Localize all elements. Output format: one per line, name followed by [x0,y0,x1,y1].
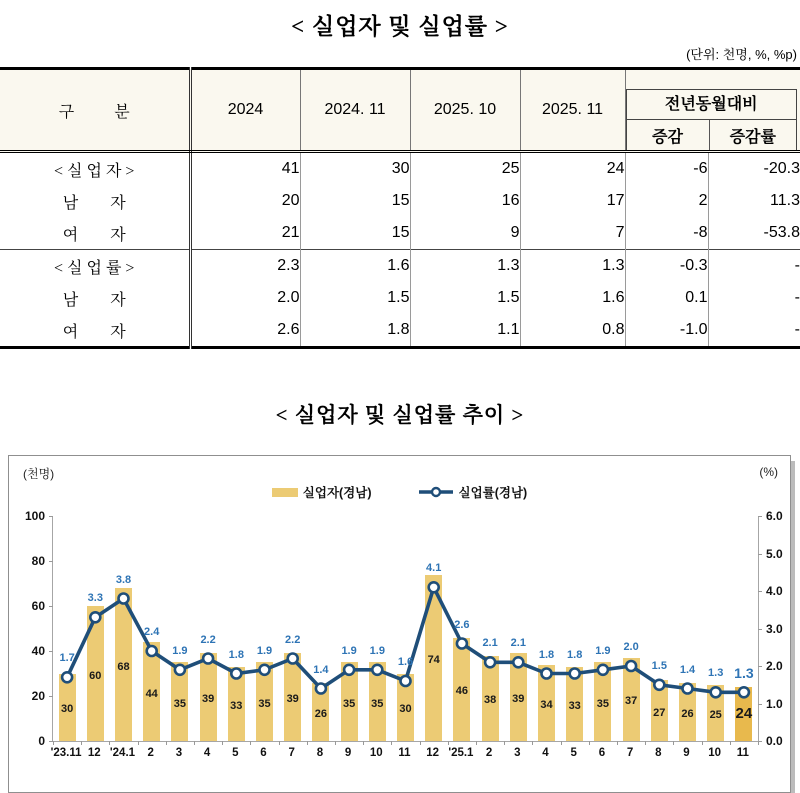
x-axis-tick [81,741,82,745]
left-axis-unit: (천명) [23,467,55,481]
yoy-group-label: 전년동월대비 [627,90,797,120]
col-header-gubun: 구 분 [0,69,190,152]
table-row [0,314,800,348]
value-cell: 41 [281,160,300,177]
row-label: 여 자 [0,217,190,250]
x-axis-tick [138,741,139,745]
value-cell: -20.3 [708,152,800,186]
bar-value-label: 74 [427,653,440,666]
x-axis-label: 6 [598,747,606,759]
bar-value-label: 33 [230,699,243,712]
x-axis-label: '23.11 [50,747,82,759]
x-axis-tick [730,741,731,745]
value-cell: 15 [300,217,410,250]
summary-table [0,67,800,349]
x-axis-label: 3 [175,747,183,759]
x-axis-label: 12 [426,747,440,759]
table-row [0,282,800,314]
left-tick-mark [49,606,53,607]
legend-label-unemployed: 실업자(경남) [302,486,372,500]
bar-value-label: 25 [709,708,722,721]
rate-value-label: 1.7 [59,652,75,665]
x-axis-label: 8 [316,747,324,759]
x-axis-label: 12 [87,747,101,759]
table-row [0,152,800,186]
left-tick-label: 60 [31,599,45,613]
right-tick-mark [758,666,762,667]
value-cell: 9 [410,217,520,250]
value-cell: 0.1 [625,282,708,314]
x-axis-label: 7 [626,747,634,759]
right-tick-mark [758,516,762,517]
x-axis-labels [52,747,757,763]
rate-value-label: 2.4 [144,626,160,638]
rate-value-label: 1.3 [708,667,724,680]
bar-value-label: 39 [201,693,215,706]
bar-value-label: 39 [512,693,525,706]
header-row [0,69,800,152]
yoy-subheader [627,120,797,150]
x-axis-tick [476,741,477,745]
bar-value-label: 33 [568,699,581,712]
right-tick-label: 6.0 [766,509,783,523]
right-tick-mark [758,741,762,742]
x-axis-tick [420,741,421,745]
rate-value-label: 1.8 [228,648,244,661]
col-header-change-rate: 증감률 [709,120,797,150]
bar-value-label: 38 [483,694,497,707]
bar-value-label: 60 [89,669,102,682]
bar-value-label: 35 [342,697,356,710]
legend-item-rate [418,483,528,501]
value-cell: 1.5 [300,282,410,314]
rate-value-label: 1.5 [651,659,667,672]
right-axis-unit: (%) [759,465,778,479]
value-cell: 25 [410,152,520,186]
left-tick-mark [49,696,53,697]
x-axis-tick [702,741,703,745]
x-axis-tick [109,741,110,745]
bar-value-label: 35 [258,697,271,710]
value-cell: 24 [520,152,625,186]
rate-value-label: 2.1 [482,637,498,650]
x-axis-label: 2 [147,747,154,759]
table-body [0,152,800,348]
rate-value-label: 1.3 [734,665,754,682]
bar-value-label: 26 [314,707,328,720]
value-cell: -8 [625,217,708,250]
left-tick-label: 40 [31,644,45,658]
left-tick-mark [49,741,53,742]
value-cell: 15 [300,185,410,217]
x-axis-label: 4 [203,747,211,759]
bar-value-label: 46 [455,685,469,698]
x-axis-tick [561,741,562,745]
value-cell: 2 [625,185,708,217]
x-axis-label: '25.1 [448,747,474,759]
col-header-2024: 2024 [190,69,300,152]
rate-value-label: 1.6 [397,656,414,668]
value-cell: 7 [520,217,625,250]
rate-value-label: 1.9 [595,644,611,657]
col-header-change: 증감 [652,128,683,146]
chart-legend [9,483,790,501]
x-axis-label: 3 [514,747,521,759]
value-cell: - [708,250,800,283]
right-tick-label: 5.0 [766,546,783,561]
right-tick-mark [758,704,762,705]
table-row [0,185,800,217]
unit-note: (단위: 천명, %, %p) [686,47,797,62]
x-axis-tick [53,741,54,745]
x-axis-label: 10 [708,747,722,759]
value-cell: 1.1 [410,314,520,348]
left-tick-label: 20 [31,689,45,703]
value-cell: -1.0 [625,314,708,348]
x-axis-label: 9 [683,747,690,759]
x-axis-label: 5 [232,747,239,759]
table-row [0,217,800,250]
rate-value-label: 2.1 [510,637,526,650]
x-axis-tick [194,741,195,745]
rate-value-label: 2.2 [200,633,216,646]
value-cell: 0.8 [520,314,625,348]
x-axis-tick [391,741,392,745]
value-cell: 1.5 [410,282,520,314]
x-axis-label: 8 [655,747,662,759]
right-tick-mark [758,629,762,630]
value-cell: 20 [281,192,300,209]
rate-value-label: 2.6 [454,618,470,631]
x-axis-tick [307,741,308,745]
value-cell: - [708,282,800,314]
bar-value-label: 26 [681,707,694,720]
value-cell: 21 [281,224,300,241]
row-label: 남 자 [0,185,190,217]
x-axis-tick [504,741,505,745]
row-label: 남 자 [0,282,190,314]
right-tick-label: 3.0 [766,621,783,636]
bar-value-label: 34 [540,698,553,711]
value-cell: 30 [300,152,410,186]
x-axis-tick [589,741,590,745]
value-cell: 2.3 [190,250,300,283]
value-cell: 11.3 [708,185,800,217]
row-label: 여 자 [0,314,190,348]
value-cell: 1.6 [300,250,410,283]
x-axis-label: 5 [570,747,577,759]
x-axis-tick [617,741,618,745]
x-axis-label: 2 [485,747,493,759]
bar-series-swatch-icon [272,488,298,497]
line-series-swatch-icon [418,486,454,498]
rate-value-label: 4.1 [426,562,442,575]
rate-value-label: 2.2 [285,633,301,646]
bar-value-label: 35 [173,697,187,710]
left-tick-label: 100 [24,509,45,523]
x-axis-tick [448,741,449,745]
value-cell: 16 [410,185,520,217]
rate-value-label: 1.4 [313,663,329,676]
value-cell: -6 [625,152,708,186]
bar-value-label: 30 [399,703,412,716]
right-tick-mark [758,554,762,555]
x-axis-tick [645,741,646,745]
right-tick-mark [758,591,762,592]
right-tick-label: 1.0 [766,696,783,711]
page-title: < 실업자 및 실업률 > [291,14,509,39]
left-tick-label: 80 [31,554,45,568]
right-tick-label: 0.0 [766,734,783,748]
col-header-2024-11: 2024. 11 [300,69,410,152]
row-label: < 실 업 자 > [0,152,190,186]
x-axis-label: 6 [260,747,267,759]
x-axis-label: 11 [736,747,749,759]
rate-value-label: 1.4 [679,663,696,676]
bar-value-label: 35 [596,697,610,710]
rate-value-label: 3.8 [115,573,132,586]
rate-value-label: 1.8 [538,648,555,661]
left-tick-mark [49,651,53,652]
value-cell: 1.8 [300,314,410,348]
rate-value-label: 2.0 [623,641,639,653]
x-axis-label: 7 [288,747,295,759]
chart-title: < 실업자 및 실업률 추이 > [275,403,525,427]
value-cell: 2.0 [277,289,300,306]
table-row [0,250,800,283]
plot-area [24,509,783,748]
x-axis-label: '24.1 [109,747,136,759]
value-cell: - [708,314,800,348]
value-cell: -53.8 [708,217,800,250]
x-axis-label: 11 [398,747,411,759]
x-axis-tick [222,741,223,745]
x-axis-tick [335,741,336,745]
yoy-box [626,89,798,150]
value-cell: 2.6 [277,321,300,338]
left-tick-label: 0 [38,734,45,748]
rate-value-label: 1.9 [341,644,357,657]
bar-value-label: 27 [653,706,666,719]
bar-value-label: 44 [145,687,158,700]
value-cell: -0.3 [625,250,708,283]
value-cell: 1.3 [520,250,625,283]
chart-box [8,455,791,793]
rate-value-label: 1.8 [567,648,583,661]
x-axis-tick [673,741,674,745]
row-label: < 실 업 률 > [0,250,190,283]
bar-value-label: 35 [371,697,384,710]
legend-label-rate: 실업률(경남) [458,486,528,500]
col-header-2025-10: 2025. 10 [410,69,520,152]
col-header-yoy-group [625,69,800,152]
x-axis-tick [363,741,364,745]
bar-value-label: 37 [624,695,638,708]
x-axis-label: 10 [369,747,383,759]
col-header-2025-11: 2025. 11 [520,69,625,152]
x-axis-tick [166,741,167,745]
value-cell: 17 [520,185,625,217]
rate-value-label: 1.9 [256,644,273,657]
value-cell: 1.6 [520,282,625,314]
left-tick-mark [49,516,53,517]
bar-value-label: 68 [117,660,130,673]
x-axis-tick [532,741,533,745]
left-tick-mark [49,561,53,562]
legend-item-unemployed [272,483,372,501]
value-cell: 1.3 [410,250,520,283]
bar-value-label: 30 [60,703,74,716]
x-axis-label: 9 [344,747,352,759]
x-axis-tick [279,741,280,745]
x-axis-tick [250,741,251,745]
right-tick-label: 2.0 [766,659,783,673]
bar-value-label: 39 [286,693,299,706]
rate-value-label: 1.9 [172,644,188,657]
bar-value-label: 24 [735,705,753,722]
right-tick-label: 4.0 [766,584,783,598]
x-axis-label: 4 [542,747,549,759]
rate-value-label: 1.9 [369,644,385,657]
rate-value-label: 3.3 [87,592,103,605]
